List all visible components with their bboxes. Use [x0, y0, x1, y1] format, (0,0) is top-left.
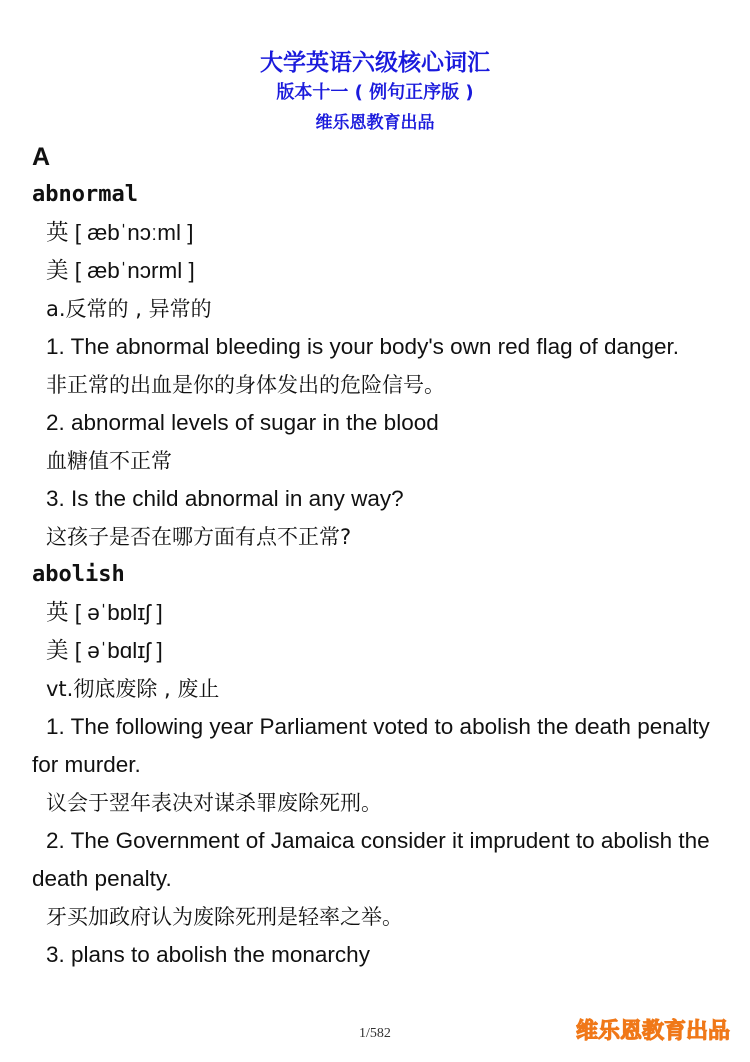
page-number: 1/582: [359, 1026, 391, 1041]
definition: vt.彻底废除 , 废止: [46, 677, 220, 701]
example-en: 1. The abnormal bleeding is your body's own red flag of danger.: [46, 334, 680, 359]
example-cn: 这孩子是否在哪方面有点不正常?: [46, 525, 352, 549]
uk-pronunciation: 英 [ əˈbɒlɪʃ ]: [46, 600, 163, 625]
document-subtitle: 版本十一 ( 例句正序版 ): [276, 82, 474, 103]
definition: a.反常的 , 异常的: [46, 297, 212, 321]
headword: abnormal: [32, 182, 138, 207]
entry-abolish: [32, 556, 722, 974]
example-en: 3. Is the child abnormal in any way?: [46, 486, 404, 511]
uk-pronunciation: 英 [ æbˈnɔːml ]: [46, 220, 194, 245]
example-cn: 议会于翌年表决对谋杀罪废除死刑。: [46, 791, 382, 815]
publisher-watermark: 维乐恩教育出品: [575, 1019, 730, 1044]
example-cn: 血糖值不正常: [46, 449, 172, 473]
entry-abnormal: [32, 176, 722, 556]
headword: abolish: [32, 562, 125, 587]
example-en: 3. plans to abolish the monarchy: [46, 942, 370, 967]
document-title: 大学英语六级核心词汇: [260, 50, 490, 76]
example-en: 2. abnormal levels of sugar in the blood: [46, 410, 439, 435]
document-publisher: 维乐恩教育出品: [315, 113, 435, 133]
us-pronunciation: 美 [ æbˈnɔrml ]: [46, 258, 195, 283]
example-cn: 牙买加政府认为废除死刑是轻率之举。: [46, 905, 403, 929]
us-pronunciation: 美 [ əˈbɑlɪʃ ]: [46, 638, 163, 663]
example-en: 2. The Government of Jamaica consider it imprudent to abolish the death penalty.: [32, 828, 710, 891]
section-letter: A: [32, 143, 51, 171]
example-cn: 非正常的出血是你的身体发出的危险信号。: [46, 373, 445, 397]
vocabulary-content: [32, 138, 722, 974]
example-en: 1. The following year Parliament voted to abolish the death penalty for murder.: [32, 714, 710, 777]
